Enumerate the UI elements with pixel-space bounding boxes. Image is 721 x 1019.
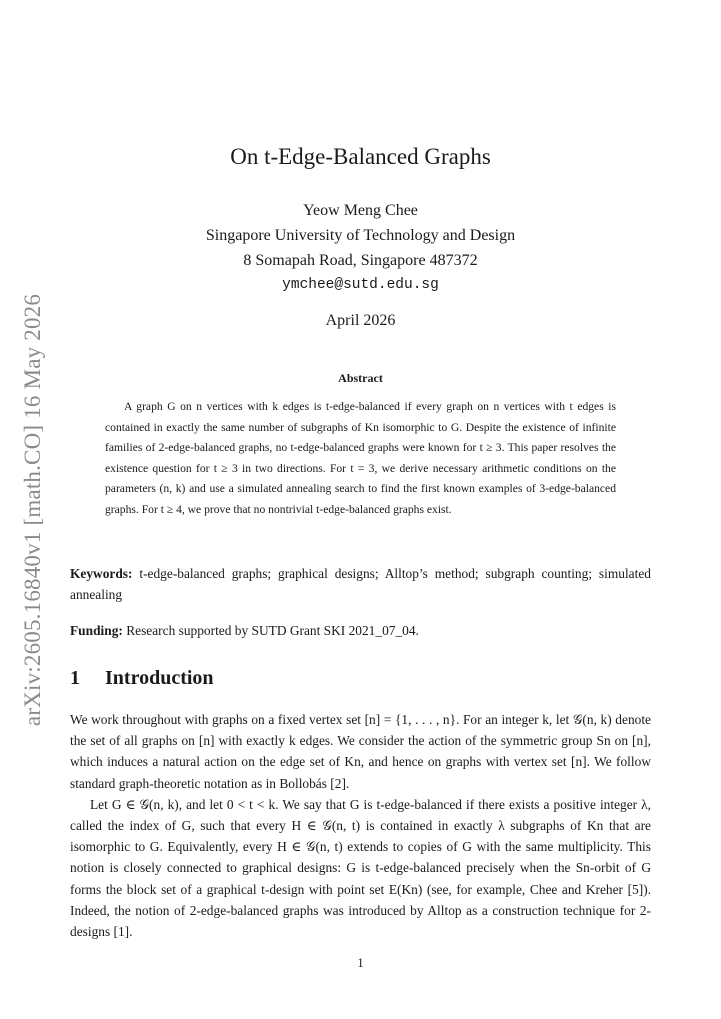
author-email[interactable]: ymchee@sutd.edu.sg: [282, 277, 439, 293]
paper-date: April 2026: [325, 312, 396, 329]
introduction-body: [70, 709, 651, 942]
section-title: Introduction: [105, 667, 214, 689]
intro-paragraph-2: Let G ∈ 𝒢(n, k), and let 0 < t < k. We say that G is t-edge-balanced if there exists a positive integer λ, called the index of G, such that every H ∈ 𝒢(n, t) is contained in exactly λ subgraphs of Kn that are isomorphic to G. Equivalently, every H ∈ 𝒢(n, t) extends to copies of G with the same multiplicity. This notion is closely connected to graphical designs: G is t-edge-balanced precisely when the Sn-orbit of G forms the block set of a graphical t-design with point set E(Kn) (see, for example, Chee and Kreher [5]). Indeed, the notion of 2-edge-balanced graphs was introduced by Alltop as a construction technique for 2-designs [1].: [70, 796, 651, 940]
abstract-heading: Abstract: [338, 371, 383, 385]
keywords: [70, 563, 651, 605]
author-affiliation: Singapore University of Technology and Design: [205, 227, 516, 244]
author-address: 8 Somapah Road, Singapore 487372: [243, 252, 478, 269]
section-heading: [70, 667, 214, 690]
author-name: Yeow Meng Chee: [303, 202, 418, 219]
abstract-text: A graph G on n vertices with k edges is t-edge-balanced if every graph on n vertices with t edges is contained in exactly the same number of subgraphs of Kn isomorphic to G. Despite the existence of infinite families of 2-edge-balanced graphs, no t-edge-balanced graphs were known for t ≥ 3. This paper resolves the existence question for t ≥ 3 in two directions. For t = 3, we derive necessary arithmetic conditions on the parameters (n, k) and use a simulated annealing search to find the first known examples of 3-edge-balanced graphs. For t ≥ 4, we prove that no nontrivial t-edge-balanced graphs exist.: [105, 400, 616, 516]
author-block: [70, 198, 651, 298]
funding-label: Funding:: [70, 623, 123, 638]
funding-text: Research supported by SUTD Grant SKI 2021_07_04.: [126, 623, 419, 638]
page-number: 1: [357, 956, 364, 970]
keywords-text: t-edge-balanced graphs; graphical designs; Alltop’s method; subgraph counting; simulated annealing: [70, 566, 651, 602]
section-number: 1: [70, 667, 80, 689]
intro-paragraph-1: We work throughout with graphs on a fixed vertex set [n] = {1, . . . , n}. For an integer k, let 𝒢(n, k) denote the set of all graphs on [n] with exactly k edges. We consider the action of the symmetric group Sn on [n], which induces a natural action on the edge set of Kn, and hence on graphs with vertex set [n]. We follow standard graph-theoretic notation as in Bollobás [2].: [70, 712, 651, 791]
arxiv-identifier-stamp: arXiv:2605.16840v1 [math.CO] 16 May 2026: [20, 293, 45, 727]
keywords-label: Keywords:: [70, 566, 133, 581]
paper-title: On t-Edge-Balanced Graphs: [230, 144, 491, 169]
funding: [70, 620, 651, 641]
